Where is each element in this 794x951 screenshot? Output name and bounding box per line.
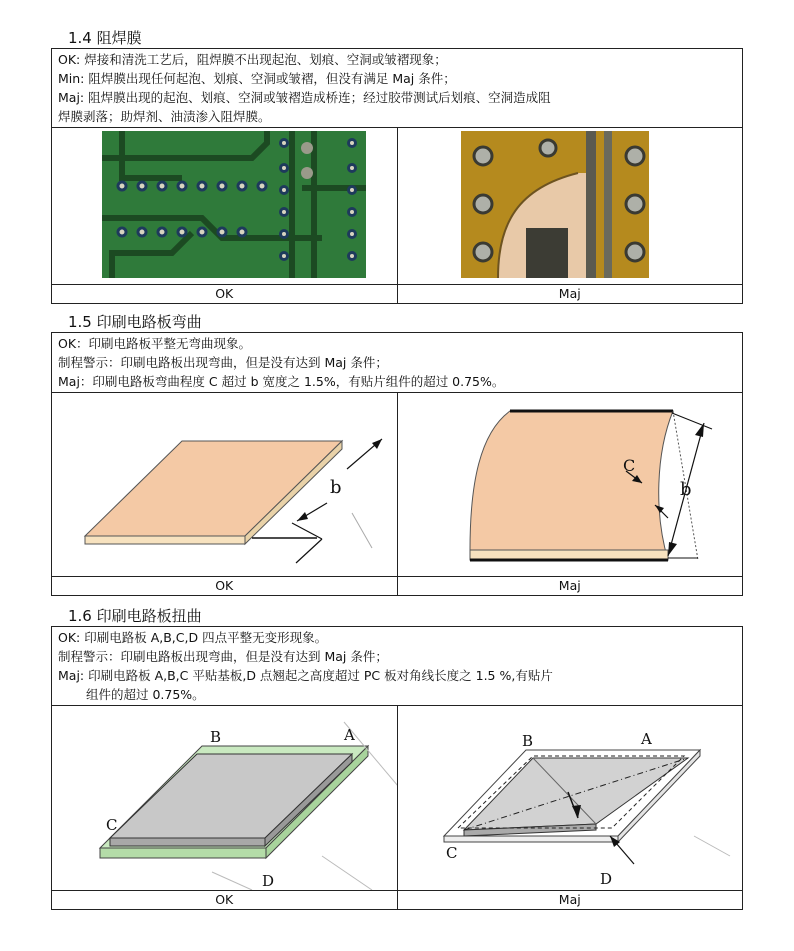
solder-mask-criteria [52,49,742,128]
solder-mask-table [51,48,743,304]
label-c: C [445,844,457,862]
criteria-maj: Maj：印刷电路板弯曲程度 C 超过 b 宽度之 1.5%，有贴片组件的超过 0.75%。 [58,374,505,389]
pcb-bow-table [51,332,743,596]
pcb-bowed-diagram [397,393,743,576]
pcb-bow-criteria [52,333,742,393]
criteria-min: Min: 阻焊膜出现任何起泡、划痕、空洞或皱褶，但没有满足 Maj 条件； [58,71,456,86]
criteria-ok: OK：印刷电路板平整无弯曲现象。 [58,336,252,351]
criteria-ok: OK: 印刷电路板 A,B,C,D 四点平整无变形现象。 [58,630,328,645]
criteria-maj: Maj: 阻焊膜出现的起泡、划痕、空洞或皱褶造成桥连；经过胶带测试后划痕、空洞造成阻 [58,90,551,105]
criteria-warning: 制程警示：印刷电路板出现弯曲，但是没有达到 Maj 条件； [58,649,388,664]
label-d: D [262,872,275,890]
solder-mask-maj-photo [397,128,743,284]
solder-mask-ok-photo [52,128,397,284]
label-a: A [640,730,652,748]
label-b: B [521,732,533,750]
caption-maj: Maj [397,285,743,303]
criteria-maj-cont: 焊膜剥落；助焊剂、油渍渗入阻焊膜。 [58,109,271,124]
label-c: C [106,816,118,834]
caption-ok: OK [215,286,234,301]
caption-ok: OK [215,578,234,593]
pcb-twist-maj-diagram [397,706,743,890]
section-heading-solder-mask: 1.4 阻焊膜 [68,29,142,47]
pcb-twist-ok-diagram [52,706,397,890]
label-b: B [210,728,222,746]
section-heading-pcb-twist: 1.6 印刷电路板扭曲 [68,607,202,625]
label-b: b [679,479,692,500]
pcb-twist-criteria [52,627,742,706]
label-c: C [622,456,635,475]
caption-maj: Maj [397,577,743,595]
criteria-maj-cont: 组件的超过 0.75%。 [86,687,205,702]
criteria-ok: OK: 焊接和清洗工艺后，阻焊膜不出现起泡、划痕、空洞或皱褶现象； [58,52,447,67]
caption-maj: Maj [397,891,743,909]
criteria-maj: Maj: 印刷电路板 A,B,C 平贴基板,D 点翘起之高度超过 PC 板对角线长度之 1.5 %,有贴片 [58,668,553,683]
label-a: A [344,726,355,744]
pcb-flat-diagram [52,393,397,576]
pcb-twist-table [51,626,743,910]
criteria-warning: 制程警示：印刷电路板出现弯曲，但是没有达到 Maj 条件； [58,355,388,370]
section-heading-pcb-bow: 1.5 印刷电路板弯曲 [68,313,202,331]
caption-ok: OK [215,892,234,907]
label-d: D [599,870,612,888]
label-b: b [330,477,342,498]
